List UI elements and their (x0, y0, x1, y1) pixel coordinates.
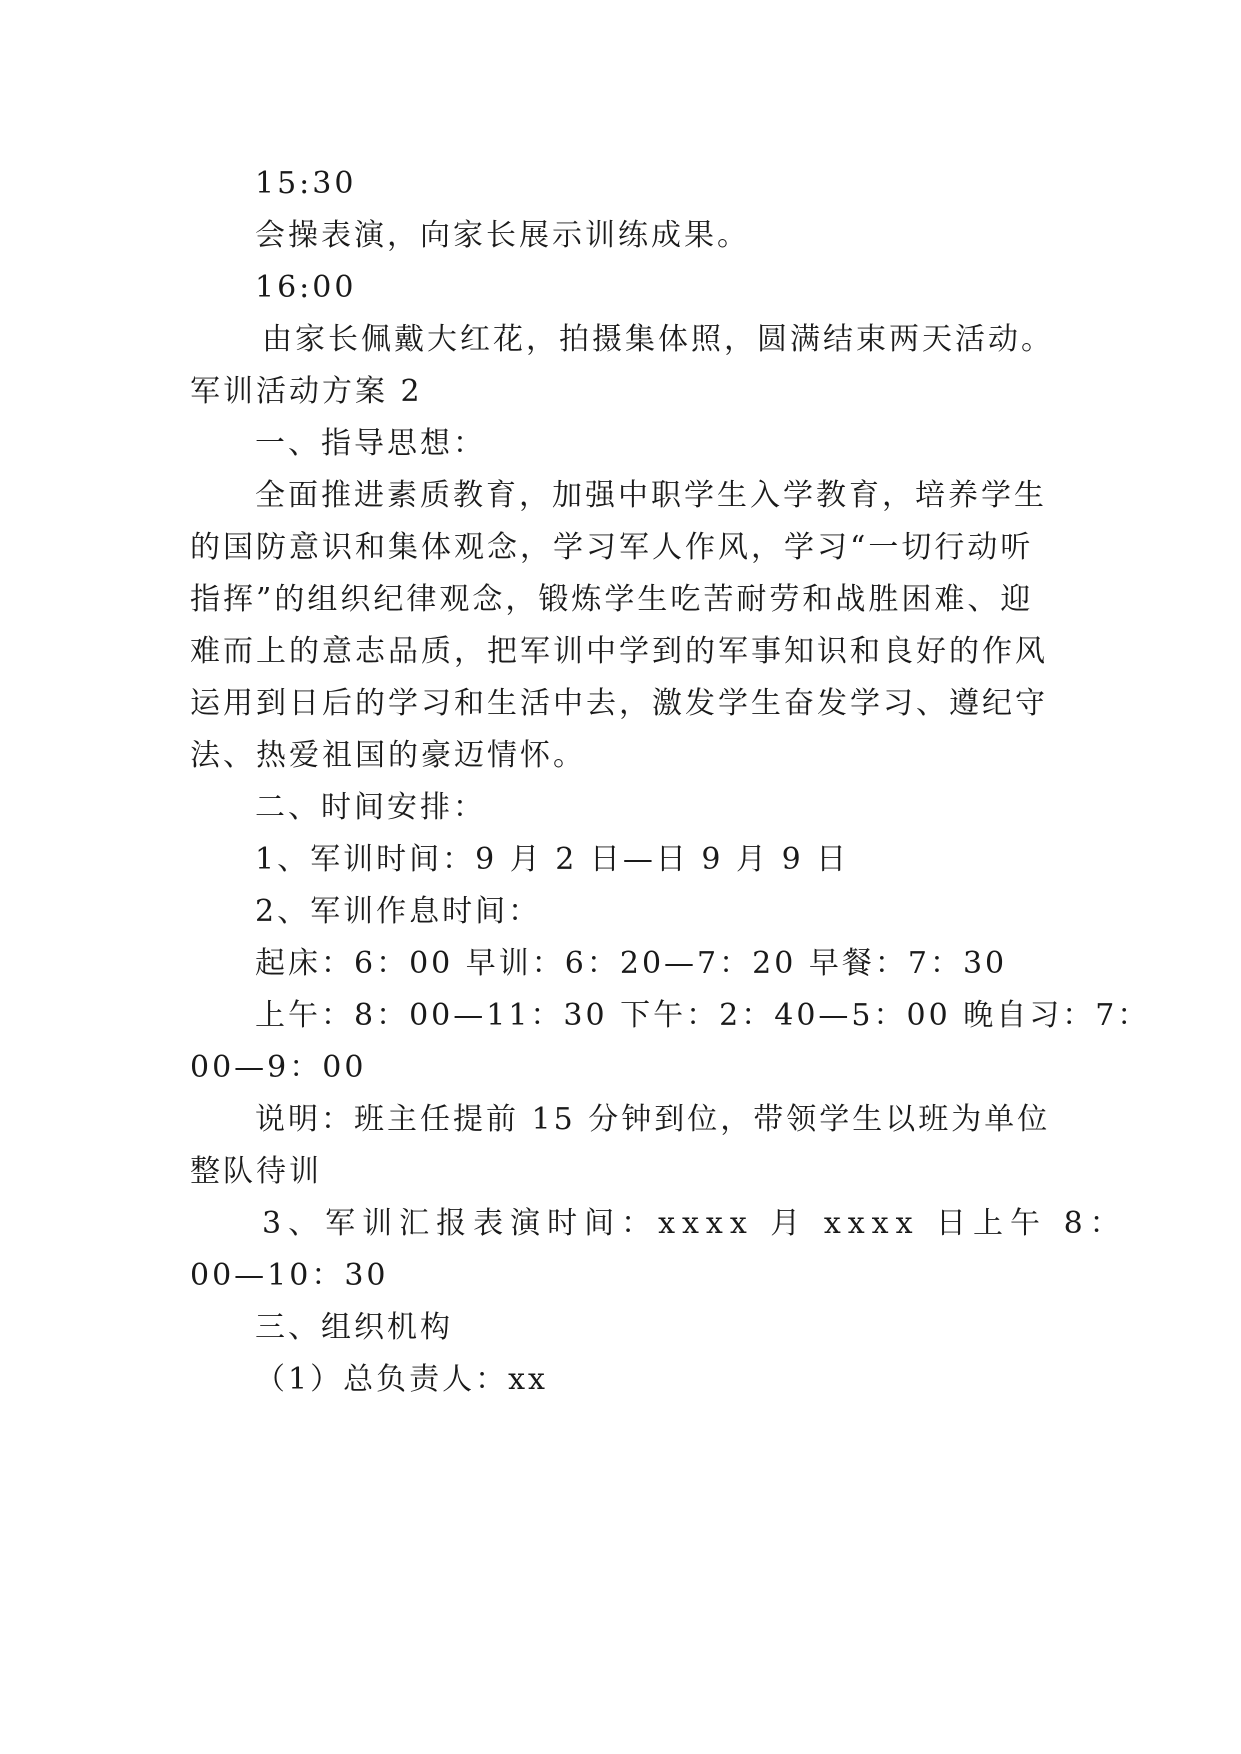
day-schedule-line-2: 00—9：00 (190, 1050, 367, 1085)
performance-text: 会操表演，向家长展示训练成果。 (255, 218, 750, 253)
guiding-thought-line-3: 指挥”的组织纪律观念，锻炼学生吃苦耐劳和战胜困难、迎 (190, 582, 1034, 617)
note-line-1: 说明：班主任提前 15 分钟到位，带领学生以班为单位 (255, 1102, 1051, 1137)
plan-2-title: 军训活动方案 2 (190, 374, 423, 409)
guiding-thought-line-5: 运用到日后的学习和生活中去，激发学生奋发学习、遵纪守 (190, 686, 1048, 721)
chief-person-in-charge: （1）总负责人：xx (255, 1362, 548, 1397)
training-dates: 1、军训时间：9 月 2 日—日 9 月 9 日 (255, 842, 850, 877)
section-2-heading: 二、时间安排： (255, 790, 486, 825)
schedule-heading: 2、军训作息时间： (255, 894, 542, 929)
guiding-thought-line-2: 的国防意识和集体观念，学习军人作风，学习“一切行动听 (190, 530, 1034, 565)
report-performance-line-2: 00—10：30 (190, 1258, 389, 1293)
morning-schedule: 起床：6：00 早训：6：20—7：20 早餐：7：30 (255, 946, 1008, 981)
time-1600: 16:00 (255, 270, 357, 305)
time-1530: 15:30 (255, 166, 357, 201)
guiding-thought-line-6: 法、热爱祖国的豪迈情怀。 (190, 738, 586, 773)
day-schedule-line-1: 上午：8：00—11：30 下午：2：40—5：00 晚自习：7： (255, 998, 1151, 1033)
guiding-thought-line-4: 难而上的意志品质，把军训中学到的军事知识和良好的作风 (190, 634, 1048, 669)
guiding-thought-line-1: 全面推进素质教育，加强中职学生入学教育，培养学生 (255, 478, 1047, 513)
closing-activity-text: 由家长佩戴大红花，拍摄集体照，圆满结束两天活动。 (262, 322, 1054, 357)
note-line-2: 整队待训 (190, 1154, 322, 1189)
section-1-heading: 一、指导思想： (255, 426, 486, 461)
report-performance-line-1: 3、军训汇报表演时间：xxxx 月 xxxx 日上午 8： (262, 1206, 1127, 1241)
section-3-heading: 三、组织机构 (255, 1310, 453, 1345)
